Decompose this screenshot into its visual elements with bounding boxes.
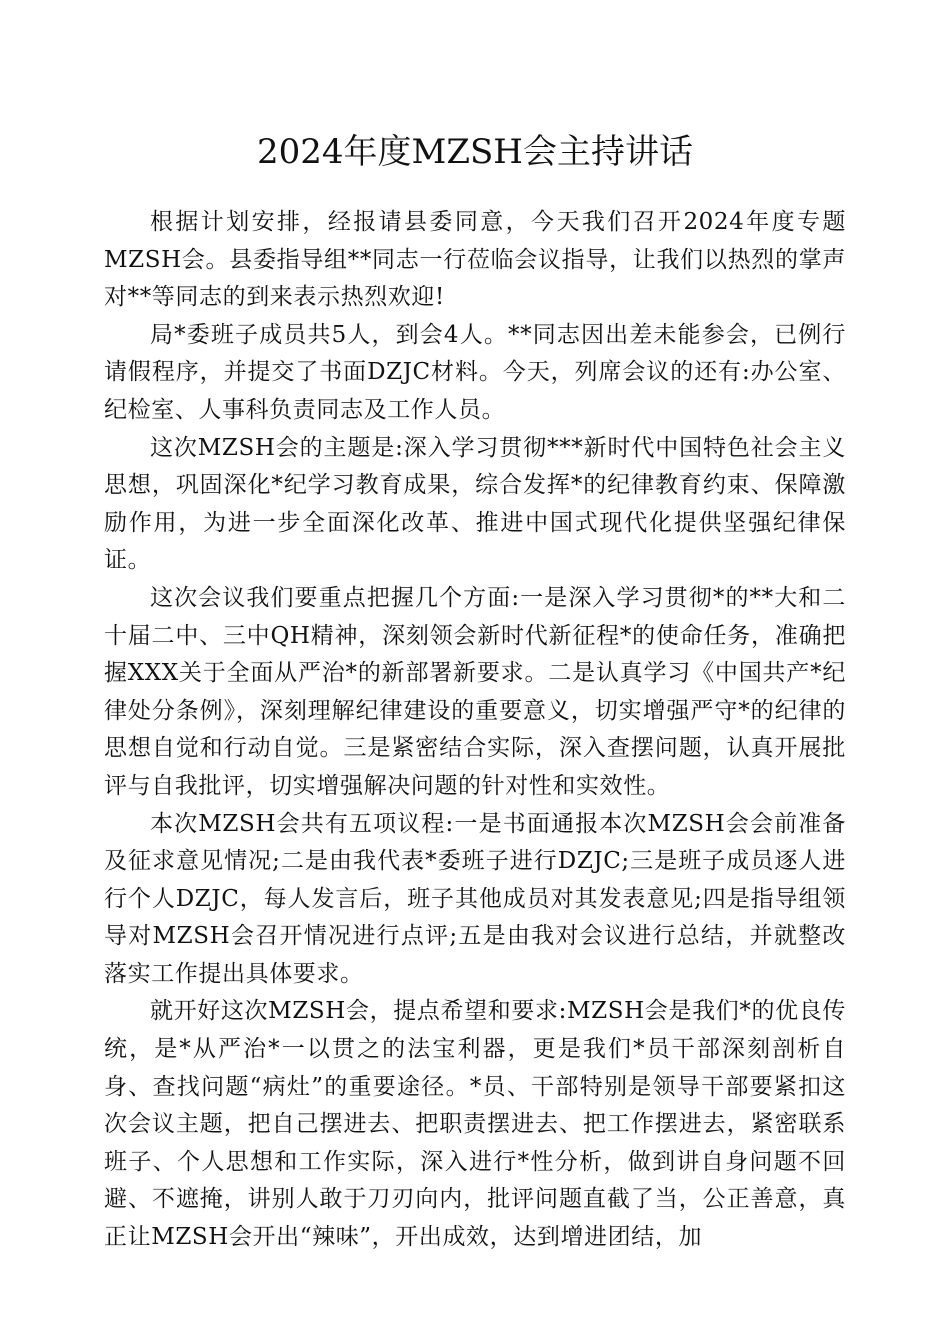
- document-body: [104, 204, 846, 1257]
- paragraph-agenda: 本次MZSH会共有五项议程:一是书面通报本次MZSH会会前准备及征求意见情况;二是由我代表*委班子进行DZJC;三是班子成员逐人进行个人DZJC，每人发言后，班子其他成员对其发表意见;四是指导组领导对MZSH会召开情况进行点评;五是由我对会议进行总结，并就整改落实工作提出具体要求。: [104, 810, 846, 987]
- paragraph-requirements: 就开好这次MZSH会，提点希望和要求:MZSH会是我们*的优良传统，是*从严治*一以贯之的法宝利器，更是我们*员干部深刻剖析自身、查找问题“病灶”的重要途径。*员、干部特别是领导干部要紧扣这次会议主题，把自己摆进去、把职责摆进去、把工作摆进去，紧密联系班子、个人思想和工作实际，深入进行*性分析，做到讲自身问题不回避、不遮掩，讲别人敢于刀刃向内，批评问题直截了当，公正善意，真正让MZSH会开出“辣味”，开出成效，达到增进团结，加: [104, 998, 846, 1251]
- paragraph-opening: 根据计划安排，经报请县委同意，今天我们召开2024年度专题MZSH会。县委指导组**同志一行莅临会议指导，让我们以热烈的掌声对**等同志的到来表示热烈欢迎!: [104, 209, 846, 311]
- document-title: 2024年度MZSH会主持讲话: [257, 132, 693, 172]
- paragraph-attendance: 局*委班子成员共5人，到会4人。**同志因出差未能参会，已例行请假程序，并提交了书面DZJC材料。今天，列席会议的还有:办公室、纪检室、人事科负责同志及工作人员。: [104, 321, 846, 423]
- paragraph-key-points: 这次会议我们要重点把握几个方面:一是深入学习贯彻*的**大和二十届二中、三中QH精神，深刻领会新时代新征程*的使命任务，准确把握XXX关于全面从严治*的新部署新要求。二是认真学习《中国共产*纪律处分条例》，深刻理解纪律建设的重要意义，切实增强严守*的纪律的思想自觉和行动自觉。三是紧密结合实际，深入查摆问题，认真开展批评与自我批评，切实增强解决问题的针对性和实效性。: [104, 584, 846, 799]
- paragraph-theme: 这次MZSH会的主题是:深入学习贯彻***新时代中国特色社会主义思想，巩固深化*纪学习教育成果，综合发挥*的纪律教育约束、保障激励作用，为进一步全面深化改革、推进中国式现代化提供坚强纪律保证。: [104, 434, 846, 574]
